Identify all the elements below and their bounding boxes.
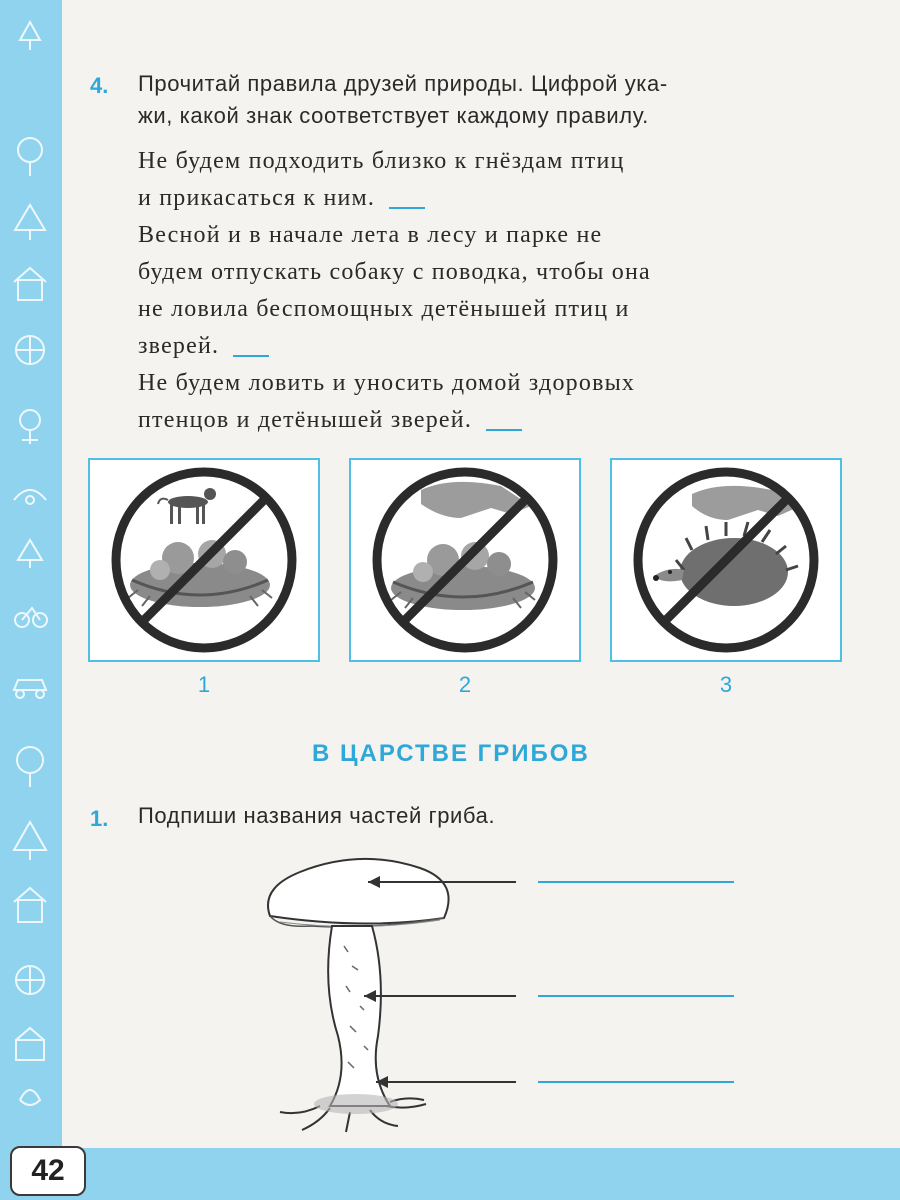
task-instruction-line-1: Прочитай правила друзей природы. Цифрой ука- bbox=[138, 71, 668, 96]
task-number: 4. bbox=[90, 73, 109, 98]
page-number: 42 bbox=[10, 1146, 86, 1196]
mushroom-icon bbox=[260, 856, 520, 1136]
hand-and-nest-forbidden-icon bbox=[351, 460, 579, 660]
answer-blank-2[interactable] bbox=[233, 355, 269, 357]
section-title: В ЦАРСТВЕ ГРИБОВ bbox=[312, 740, 590, 767]
rule-2-line-3: не ловила беспомощных детёнышей птиц и bbox=[138, 296, 630, 322]
rule-1-line-2 bbox=[138, 180, 842, 217]
sign-3-label: 3 bbox=[719, 672, 733, 697]
sign-1-frame bbox=[88, 458, 320, 662]
sign-2-label: 2 bbox=[458, 672, 472, 697]
sign-2-frame bbox=[349, 458, 581, 662]
rule-3 bbox=[138, 365, 842, 439]
dog-and-nest-forbidden-icon bbox=[90, 460, 318, 660]
answer-blank-1[interactable] bbox=[389, 207, 425, 209]
dog-icon bbox=[158, 488, 216, 524]
rule-2-line-4 bbox=[138, 328, 842, 365]
rule-2-line-2: будем отпускать собаку с поводка, чтобы она bbox=[138, 259, 651, 285]
rule-2-line-4-text: зверей. bbox=[138, 333, 220, 359]
rule-2 bbox=[138, 217, 842, 365]
side-decoration-strip bbox=[0, 0, 62, 1200]
sign-3-frame bbox=[610, 458, 842, 662]
rule-3-line-2 bbox=[138, 402, 842, 439]
task-1-instruction: Подпиши названия частей гриба. bbox=[138, 803, 496, 828]
rule-1 bbox=[138, 143, 842, 217]
rule-1-line-2-text: и прикасаться к ним. bbox=[138, 185, 376, 211]
answer-line-stem[interactable] bbox=[538, 995, 734, 997]
hand-and-hedgehog-forbidden-icon bbox=[612, 460, 840, 660]
answer-line-cap[interactable] bbox=[538, 881, 734, 883]
rule-2-line-1: Весной и в начале лета в лесу и парке не bbox=[138, 222, 603, 248]
answer-line-mycelium[interactable] bbox=[538, 1081, 734, 1083]
task-number-1: 1. bbox=[90, 806, 109, 831]
rule-3-line-2-text: птенцов и детёнышей зверей. bbox=[138, 407, 473, 433]
rule-1-line-1: Не будем подходить близко к гнёздам птиц bbox=[138, 148, 625, 174]
rule-3-line-1: Не будем ловить и уносить домой здоровых bbox=[138, 370, 636, 396]
nest-icon bbox=[391, 542, 535, 610]
nature-pattern-icon bbox=[0, 0, 62, 1200]
bottom-bar bbox=[62, 1148, 900, 1200]
nest-icon bbox=[128, 540, 272, 607]
sign-1-label: 1 bbox=[197, 672, 211, 697]
task-instruction-line-2: жи, какой знак соответствует каждому правилу. bbox=[138, 103, 649, 128]
answer-blank-3[interactable] bbox=[486, 429, 522, 431]
